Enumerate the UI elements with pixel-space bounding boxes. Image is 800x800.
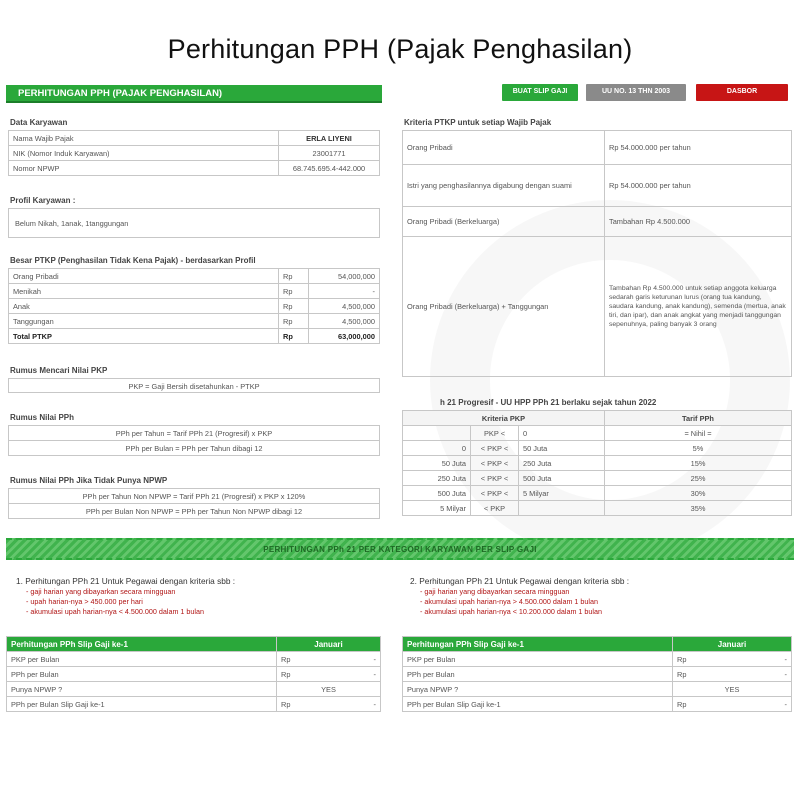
dashboard-button[interactable]: DASBOR xyxy=(696,84,788,101)
ptkp-criteria-table xyxy=(402,130,792,377)
currency: Rp xyxy=(677,654,687,664)
rate: 30% xyxy=(605,486,792,501)
row-label: Nama Wajib Pajak xyxy=(9,131,279,146)
currency: Rp xyxy=(279,284,309,299)
slip-header-row xyxy=(7,637,381,652)
criteria-label: Orang Pribadi (Berkeluarga) xyxy=(403,207,605,237)
criteria-value: Rp 54.000.000 per tahun xyxy=(605,131,792,165)
currency: Rp xyxy=(281,669,291,679)
criteria-title: 2. Perhitungan PPh 21 Untuk Pegawai dengan kriteria sbb : xyxy=(410,576,630,586)
table-header-row xyxy=(403,411,792,426)
non-npwp-formula-title: Rumus Nilai PPh Jika Tidak Punya NPWP xyxy=(10,476,168,485)
slip-table-left xyxy=(6,636,381,712)
range-op: < PKP < xyxy=(471,486,519,501)
range-low xyxy=(403,426,471,441)
currency: Rp xyxy=(677,669,687,679)
currency: Rp xyxy=(279,269,309,284)
table-row xyxy=(9,284,380,299)
table-row xyxy=(9,314,380,329)
row-label: PPh per Bulan xyxy=(403,667,673,682)
table-row xyxy=(9,426,380,441)
slip-header: Perhitungan PPh Slip Gaji ke-1 xyxy=(7,637,277,652)
formula-line: PPh per Tahun Non NPWP = Tarif PPh 21 (Progresif) x PKP x 120% xyxy=(9,489,380,504)
table-row xyxy=(9,146,380,161)
total-row xyxy=(9,329,380,344)
employee-nik: 23001771 xyxy=(279,146,380,161)
row-label: PPh per Bulan xyxy=(7,667,277,682)
profile-title: Profil Karyawan : xyxy=(10,196,76,205)
page-title: Perhitungan PPH (Pajak Penghasilan) xyxy=(167,34,633,64)
row-label: Anak xyxy=(9,299,279,314)
amount: 4,500,000 xyxy=(309,299,380,314)
amount: - xyxy=(373,669,376,679)
formula-line: PPh per Tahun = Tarif PPh 21 (Progresif) x PKP xyxy=(9,426,380,441)
criteria-item: - upah harian-nya > 450.000 per hari xyxy=(26,597,143,606)
table-row xyxy=(403,441,792,456)
row-label: Punya NPWP ? xyxy=(7,682,277,697)
section-header-band: PERHITUNGAN PPH (PAJAK PENGHASILAN) xyxy=(6,85,382,103)
row-label: Orang Pribadi xyxy=(9,269,279,284)
range-low: 0 xyxy=(403,441,471,456)
criteria-value: Rp 54.000.000 per tahun xyxy=(605,165,792,207)
category-section-bar xyxy=(6,538,794,560)
table-row xyxy=(9,489,380,504)
table-row xyxy=(403,207,792,237)
table-row xyxy=(403,652,792,667)
table-row xyxy=(403,131,792,165)
value-cell xyxy=(673,667,792,682)
range-op: < PKP < xyxy=(471,456,519,471)
ptkp-title: Besar PTKP (Penghasilan Tidak Kena Pajak) - berdasarkan Profil xyxy=(10,256,256,265)
row-label: Menikah xyxy=(9,284,279,299)
row-label: PPh per Bulan Slip Gaji ke-1 xyxy=(403,697,673,712)
criteria-title: 1. Perhitungan PPh 21 Untuk Pegawai dengan kriteria sbb : xyxy=(16,576,236,586)
table-row xyxy=(7,682,381,697)
table-row xyxy=(403,456,792,471)
table-row xyxy=(9,504,380,519)
table-row xyxy=(403,667,792,682)
rate: 15% xyxy=(605,456,792,471)
amount: - xyxy=(373,654,376,664)
table-row xyxy=(9,161,380,176)
criteria-item: - gaji harian yang dibayarkan secara mingguan xyxy=(420,587,570,596)
profile-value: Belum Nikah, 1anak, 1tanggungan xyxy=(8,208,380,238)
row-label: Nomor NPWP xyxy=(9,161,279,176)
slip-month: Januari xyxy=(277,637,381,652)
law-button[interactable]: UU NO. 13 THN 2003 xyxy=(586,84,686,101)
employee-npwp: 68.745.695.4-442.000 xyxy=(279,161,380,176)
table-row xyxy=(9,131,380,146)
row-label: Punya NPWP ? xyxy=(403,682,673,697)
currency: Rp xyxy=(279,314,309,329)
table-row xyxy=(403,682,792,697)
amount: 4,500,000 xyxy=(309,314,380,329)
column-header: Kriteria PKP xyxy=(403,411,605,426)
range-op: PKP < xyxy=(471,426,519,441)
pph-formula-title: Rumus Nilai PPh xyxy=(10,413,75,422)
criteria-value: Tambahan Rp 4.500.000 untuk setiap anggota keluarga sedarah garis keturunan lurus (orang tua kandung, saudara kandung, anak kandung), semenda (mertua, anak tiri, dan ipar), dan anak angkat yang menjadi tanggungan sepenuhnya, paling banyak 3 orang xyxy=(605,237,792,377)
criteria-item: - akumulasi upah harian-nya < 4.500.000 dalam 1 bulan xyxy=(26,607,205,616)
range-op: < PKP xyxy=(471,501,519,516)
value-cell xyxy=(277,652,381,667)
rate: 25% xyxy=(605,471,792,486)
table-row xyxy=(9,269,380,284)
range-low: 50 Juta xyxy=(403,456,471,471)
formula-line: PPh per Bulan = PPh per Tahun dibagi 12 xyxy=(9,441,380,456)
table-row xyxy=(403,471,792,486)
npwp-status: YES xyxy=(673,682,792,697)
table-row xyxy=(7,667,381,682)
range-high: 0 xyxy=(519,426,605,441)
value-cell xyxy=(673,697,792,712)
range-high: 500 Juta xyxy=(519,471,605,486)
range-high: 250 Juta xyxy=(519,456,605,471)
employee-name: ERLA LIYENI xyxy=(279,131,380,146)
row-label: PKP per Bulan xyxy=(7,652,277,667)
employee-data-table xyxy=(8,130,380,176)
row-label: Tanggungan xyxy=(9,314,279,329)
amount: - xyxy=(784,699,787,709)
row-label: PPh per Bulan Slip Gaji ke-1 xyxy=(7,697,277,712)
criteria-right xyxy=(410,576,790,617)
slip-header: Perhitungan PPh Slip Gaji ke-1 xyxy=(403,637,673,652)
ptkp-criteria-title: Kriteria PTKP untuk setiap Wajib Pajak xyxy=(404,118,552,127)
currency: Rp xyxy=(281,699,291,709)
range-high: 5 Milyar xyxy=(519,486,605,501)
category-section-label: PERHITUNGAN PPh 21 PER KATEGORI KARYAWAN PER SLIP GAJI xyxy=(263,545,537,554)
currency: Rp xyxy=(677,699,687,709)
total-amount: 63,000,000 xyxy=(309,329,380,344)
slip-table-right xyxy=(402,636,792,712)
slip-month: Januari xyxy=(673,637,792,652)
amount: - xyxy=(373,699,376,709)
npwp-status: YES xyxy=(277,682,381,697)
criteria-value: Tambahan Rp 4.500.000 xyxy=(605,207,792,237)
range-low: 5 Milyar xyxy=(403,501,471,516)
range-low: 500 Juta xyxy=(403,486,471,501)
range-high: 50 Juta xyxy=(519,441,605,456)
slip-header-row xyxy=(403,637,792,652)
table-row xyxy=(403,426,792,441)
table-row xyxy=(403,237,792,377)
pkp-formula-title: Rumus Mencari Nilai PKP xyxy=(10,366,108,375)
criteria-label: Orang Pribadi (Berkeluarga) + Tanggungan xyxy=(403,237,605,377)
currency: Rp xyxy=(279,329,309,344)
non-npwp-formula-table xyxy=(8,488,380,519)
amount: 54,000,000 xyxy=(309,269,380,284)
create-payslip-button[interactable]: BUAT SLIP GAJI xyxy=(502,84,578,101)
employee-data-title: Data Karyawan xyxy=(10,118,68,127)
rate: 5% xyxy=(605,441,792,456)
row-label: NIK (Nomor Induk Karyawan) xyxy=(9,146,279,161)
table-row xyxy=(403,165,792,207)
criteria-item: - gaji harian yang dibayarkan secara mingguan xyxy=(26,587,176,596)
table-row xyxy=(9,299,380,314)
formula-line: PPh per Bulan Non NPWP = PPh per Tahun Non NPWP dibagi 12 xyxy=(9,504,380,519)
total-label: Total PTKP xyxy=(9,329,279,344)
value-cell xyxy=(673,652,792,667)
pph-formula-table xyxy=(8,425,380,456)
range-op: < PKP < xyxy=(471,471,519,486)
progressive-rate-title: h 21 Progresif - UU HPP PPh 21 berlaku sejak tahun 2022 xyxy=(440,398,657,407)
table-row xyxy=(7,697,381,712)
progressive-rate-table xyxy=(402,410,792,516)
criteria-item: - akumulasi upah harian-nya > 4.500.000 dalam 1 bulan xyxy=(420,597,599,606)
column-header: Tarif PPh xyxy=(605,411,792,426)
pkp-formula: PKP = Gaji Bersih disetahunkan - PTKP xyxy=(8,378,380,393)
range-low: 250 Juta xyxy=(403,471,471,486)
table-row xyxy=(403,501,792,516)
amount: - xyxy=(309,284,380,299)
table-row xyxy=(9,441,380,456)
currency: Rp xyxy=(279,299,309,314)
table-row xyxy=(403,697,792,712)
range-high xyxy=(519,501,605,516)
criteria-left xyxy=(16,576,386,617)
row-label: PKP per Bulan xyxy=(403,652,673,667)
amount: - xyxy=(784,654,787,664)
rate: = Nihil = xyxy=(605,426,792,441)
range-op: < PKP < xyxy=(471,441,519,456)
criteria-item: - akumulasi upah harian-nya < 10.200.000 dalam 1 bulan xyxy=(420,607,603,616)
rate: 35% xyxy=(605,501,792,516)
ptkp-table xyxy=(8,268,380,344)
currency: Rp xyxy=(281,654,291,664)
table-row xyxy=(403,486,792,501)
table-row xyxy=(7,652,381,667)
value-cell xyxy=(277,697,381,712)
value-cell xyxy=(277,667,381,682)
amount: - xyxy=(784,669,787,679)
criteria-label: Istri yang penghasilannya digabung dengan suami xyxy=(403,165,605,207)
criteria-label: Orang Pribadi xyxy=(403,131,605,165)
